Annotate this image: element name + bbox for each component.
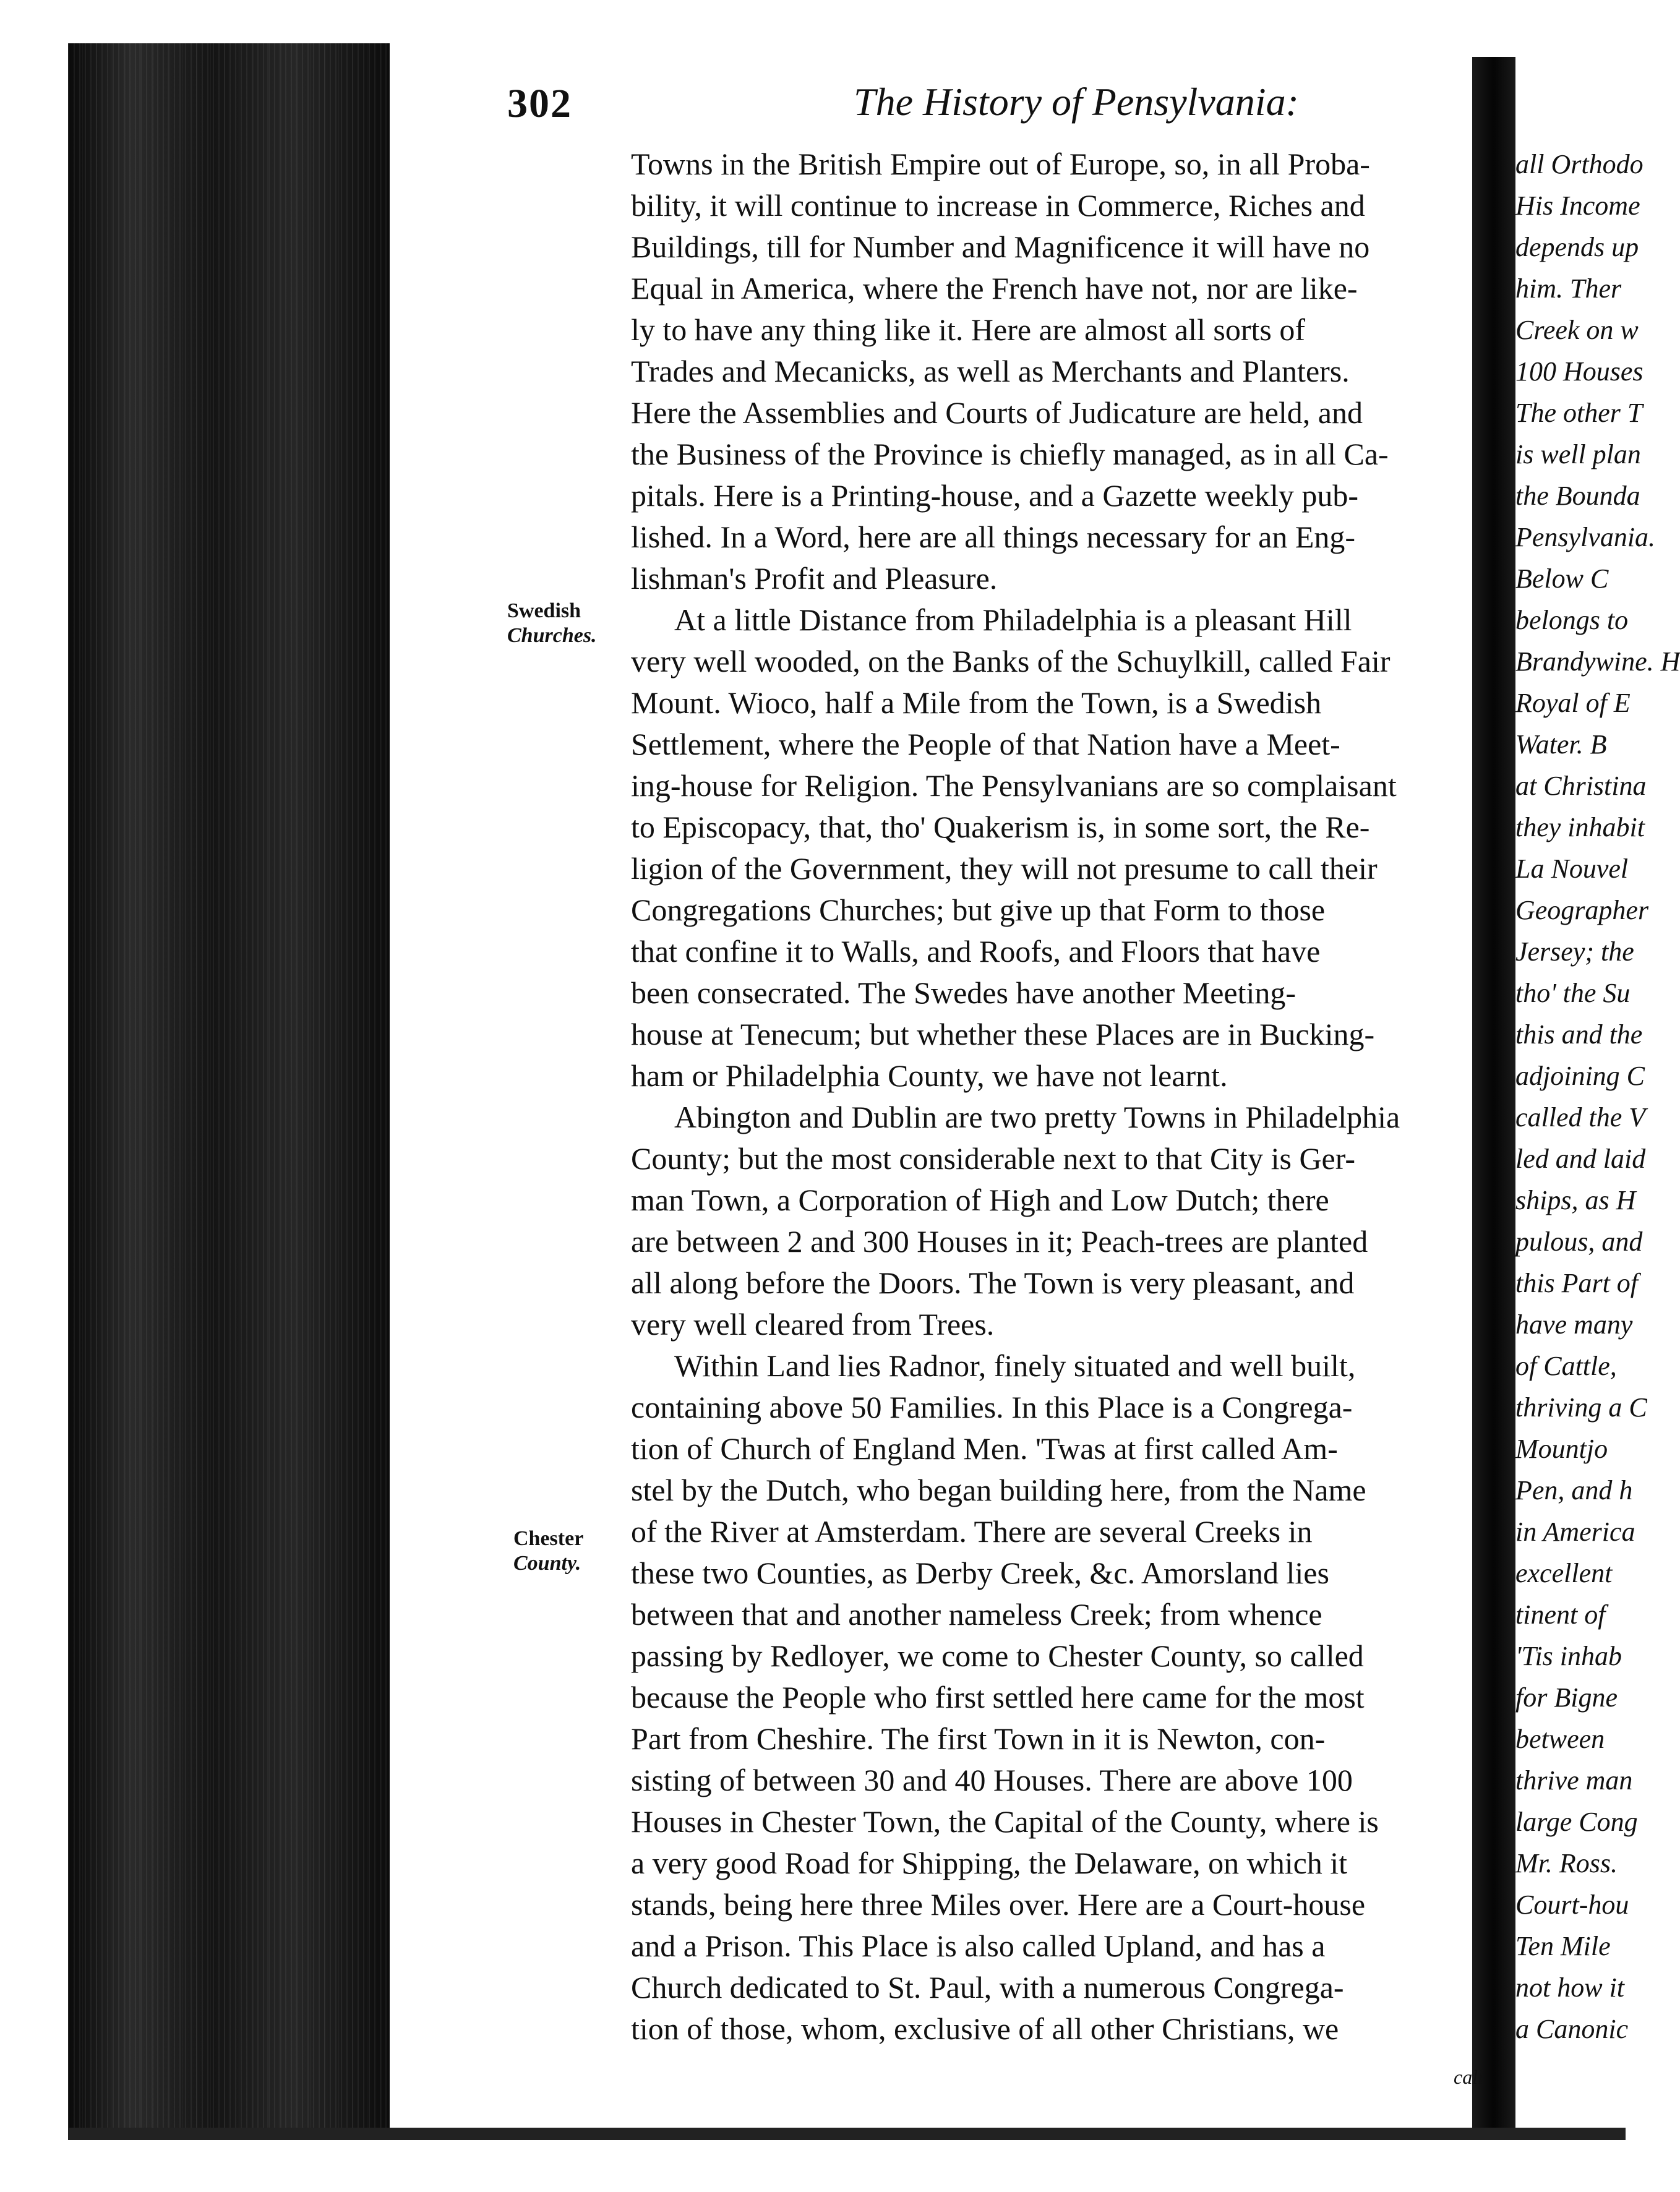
text-line: Mount. Wioco, half a Mile from the Town, is a Swedish [631,685,1322,720]
text-line: of the River at Amsterdam. There are several Creeks in [631,1514,1313,1549]
text-line: Buildings, till for Number and Magnificence it will have no [631,229,1370,264]
text-line: ly to have any thing like it. Here are almost all sorts of [631,312,1305,347]
text-line: man Town, a Corporation of High and Low Dutch; there [631,1183,1329,1217]
facing-text-line: tinent of [1515,1599,1606,1630]
text-line: the Business of the Province is chiefly managed, as in all Ca- [631,437,1389,471]
facing-text-line: The other T [1515,398,1643,428]
facing-text-line: adjoining C [1515,1061,1645,1091]
text-line: Houses in Chester Town, the Capital of the County, where is [631,1804,1379,1839]
text-line: stel by the Dutch, who began building here, from the Name [631,1473,1366,1507]
text-line: that confine it to Walls, and Roofs, and Floors that have [631,934,1321,969]
text-line: a very good Road for Shipping, the Delaware, on which it [631,1846,1348,1880]
facing-text-line: excellent [1515,1558,1613,1588]
text-line: to Episcopacy, that, tho' Quakerism is, in some sort, the Re- [631,810,1370,844]
text-line: tion of Church of England Men. 'Twas at first called Am- [631,1431,1338,1466]
text-line: between that and another nameless Creek; from whence [631,1597,1322,1632]
text-line: very well wooded, on the Banks of the Schuylkill, called Fair [631,644,1391,679]
text-line: ligion of the Government, they will not presume to call their [631,851,1378,886]
text-line: are between 2 and 300 Houses in it; Peach-trees are planted [631,1224,1368,1259]
text-line: lished. In a Word, here are all things necessary for an Eng- [631,520,1356,554]
facing-text-line: this Part of [1515,1268,1639,1298]
facing-text-line: Mr. Ross. [1515,1848,1618,1878]
facing-text-line: called the V [1515,1102,1646,1132]
text-line: sisting of between 30 and 40 Houses. There are above 100 [631,1763,1353,1797]
text-line: bility, it will continue to increase in Commerce, Riches and [631,188,1365,223]
text-line: Part from Cheshire. The first Town in it is Newton, con- [631,1721,1326,1756]
text-line: all along before the Doors. The Town is very pleasant, and [631,1265,1355,1300]
body-text [631,143,1472,2050]
text-line: tion of those, whom, exclusive of all other Christians, we [631,2011,1339,2046]
facing-text-line: a Canonic [1515,2014,1629,2044]
text-line: stands, being here three Miles over. Here are a Court-house [631,1887,1366,1922]
facing-text-line: Pensylvania. [1515,522,1656,552]
book-edge-dark [68,43,390,2134]
facing-text-line: 100 Houses [1515,356,1644,387]
facing-text-line: at Christina [1515,771,1647,801]
facing-text-line: Court-hou [1515,1890,1629,1920]
facing-text-line: belongs to [1515,605,1629,635]
page-bottom-shadow [68,2128,1626,2140]
facing-text-line: Creek on w [1515,315,1639,345]
facing-text-line: in America [1515,1517,1635,1547]
facing-text-line: tho' the Su [1515,978,1631,1008]
page-number: 302 [507,81,572,126]
facing-text-line: His Income [1515,191,1640,221]
facing-text-line: him. Ther [1515,273,1622,304]
facing-text-line: Mountjo [1515,1434,1608,1464]
margin-note-chester-county [513,1526,583,1576]
facing-text-line: of Cattle, [1515,1351,1617,1381]
text-line: ham or Philadelphia County, we have not learnt. [631,1058,1228,1093]
facing-text-line: is well plan [1515,439,1641,469]
text-line: house at Tenecum; but whether these Places are in Bucking- [631,1017,1375,1051]
facing-text-line: ships, as H [1515,1185,1636,1215]
facing-text-line: this and the [1515,1019,1643,1050]
text-line: these two Counties, as Derby Creek, &c. Amorsland lies [631,1556,1329,1590]
facing-text-line: large Cong [1515,1807,1638,1837]
text-line: and a Prison. This Place is also called Upland, and has a [631,1929,1326,1963]
facing-text-line: Ten Mile [1515,1931,1611,1961]
facing-text-line: for Bigne [1515,1682,1618,1713]
facing-text-line: thriving a C [1515,1392,1647,1423]
text-line: Equal in America, where the French have not, nor are like- [631,271,1358,306]
text-line: containing above 50 Families. In this Place is a Congrega- [631,1390,1353,1424]
text-line: Church dedicated to St. Paul, with a numerous Congrega- [631,1970,1344,2005]
facing-text-line: Geographer [1515,895,1649,925]
facing-text-line: not how it [1515,1972,1625,2003]
facing-text-line: between [1515,1724,1605,1754]
margin-note-swedish-churches [507,599,597,648]
text-line: been consecrated. The Swedes have another Meeting- [631,975,1296,1010]
facing-text-line: 'Tis inhab [1515,1641,1622,1671]
facing-text-line: have many [1515,1309,1633,1340]
text-line: pitals. Here is a Printing-house, and a Gazette weekly pub- [631,478,1359,513]
facing-page-text [1515,143,1680,2050]
text-line: lishman's Profit and Pleasure. [631,561,998,596]
text-line: Trades and Mecanicks, as well as Merchants and Planters. [631,354,1350,388]
margin-note-line: Chester [513,1527,584,1550]
margin-note-line: Swedish [507,599,581,622]
facing-text-line: La Nouvel [1515,854,1629,884]
text-line: Abington and Dublin are two pretty Towns in Philadelphia [674,1100,1400,1134]
text-line: County; but the most considerable next to that City is Ger- [631,1141,1356,1176]
facing-text-line: Water. B [1515,729,1607,760]
text-line: Congregations Churches; but give up that Form to those [631,893,1326,927]
margin-note-line: Churches. [507,624,597,647]
facing-text-line: Royal of E [1515,688,1631,718]
facing-text-line: Pen, and h [1515,1475,1633,1505]
facing-text-line: all Orthodo [1515,149,1644,179]
text-line: Within Land lies Radnor, finely situated and well built, [674,1348,1356,1383]
facing-text-line: Jersey; the [1515,936,1634,967]
text-line: Towns in the British Empire out of Europe, so, in all Proba- [631,147,1370,181]
margin-note-line: County. [513,1552,581,1575]
text-line: passing by Redloyer, we come to Chester County, so called [631,1638,1364,1673]
catchword: call [1454,2066,1483,2088]
text-line: very well cleared from Trees. [631,1307,995,1342]
facing-text-line: thrive man [1515,1765,1633,1796]
facing-text-line: Brandywine. H [1515,646,1680,677]
text-line: At a little Distance from Philadelphia is a pleasant Hill [674,602,1352,637]
facing-text-line: Below C [1515,563,1609,594]
facing-text-line: they inhabit [1515,812,1645,842]
facing-text-line: led and laid [1515,1144,1646,1174]
running-head: The History of Pensylvania: [854,80,1299,124]
text-line: Settlement, where the People of that Nation have a Meet- [631,727,1340,761]
text-line: ing-house for Religion. The Pensylvanians are so complaisant [631,768,1397,803]
facing-text-line: depends up [1515,232,1639,262]
text-line: Here the Assemblies and Courts of Judicature are held, and [631,395,1363,430]
facing-text-line: pulous, and [1515,1227,1643,1257]
facing-text-line: the Bounda [1515,481,1640,511]
text-line: because the People who first settled here came for the most [631,1680,1365,1715]
book-gutter [1472,57,1515,2135]
